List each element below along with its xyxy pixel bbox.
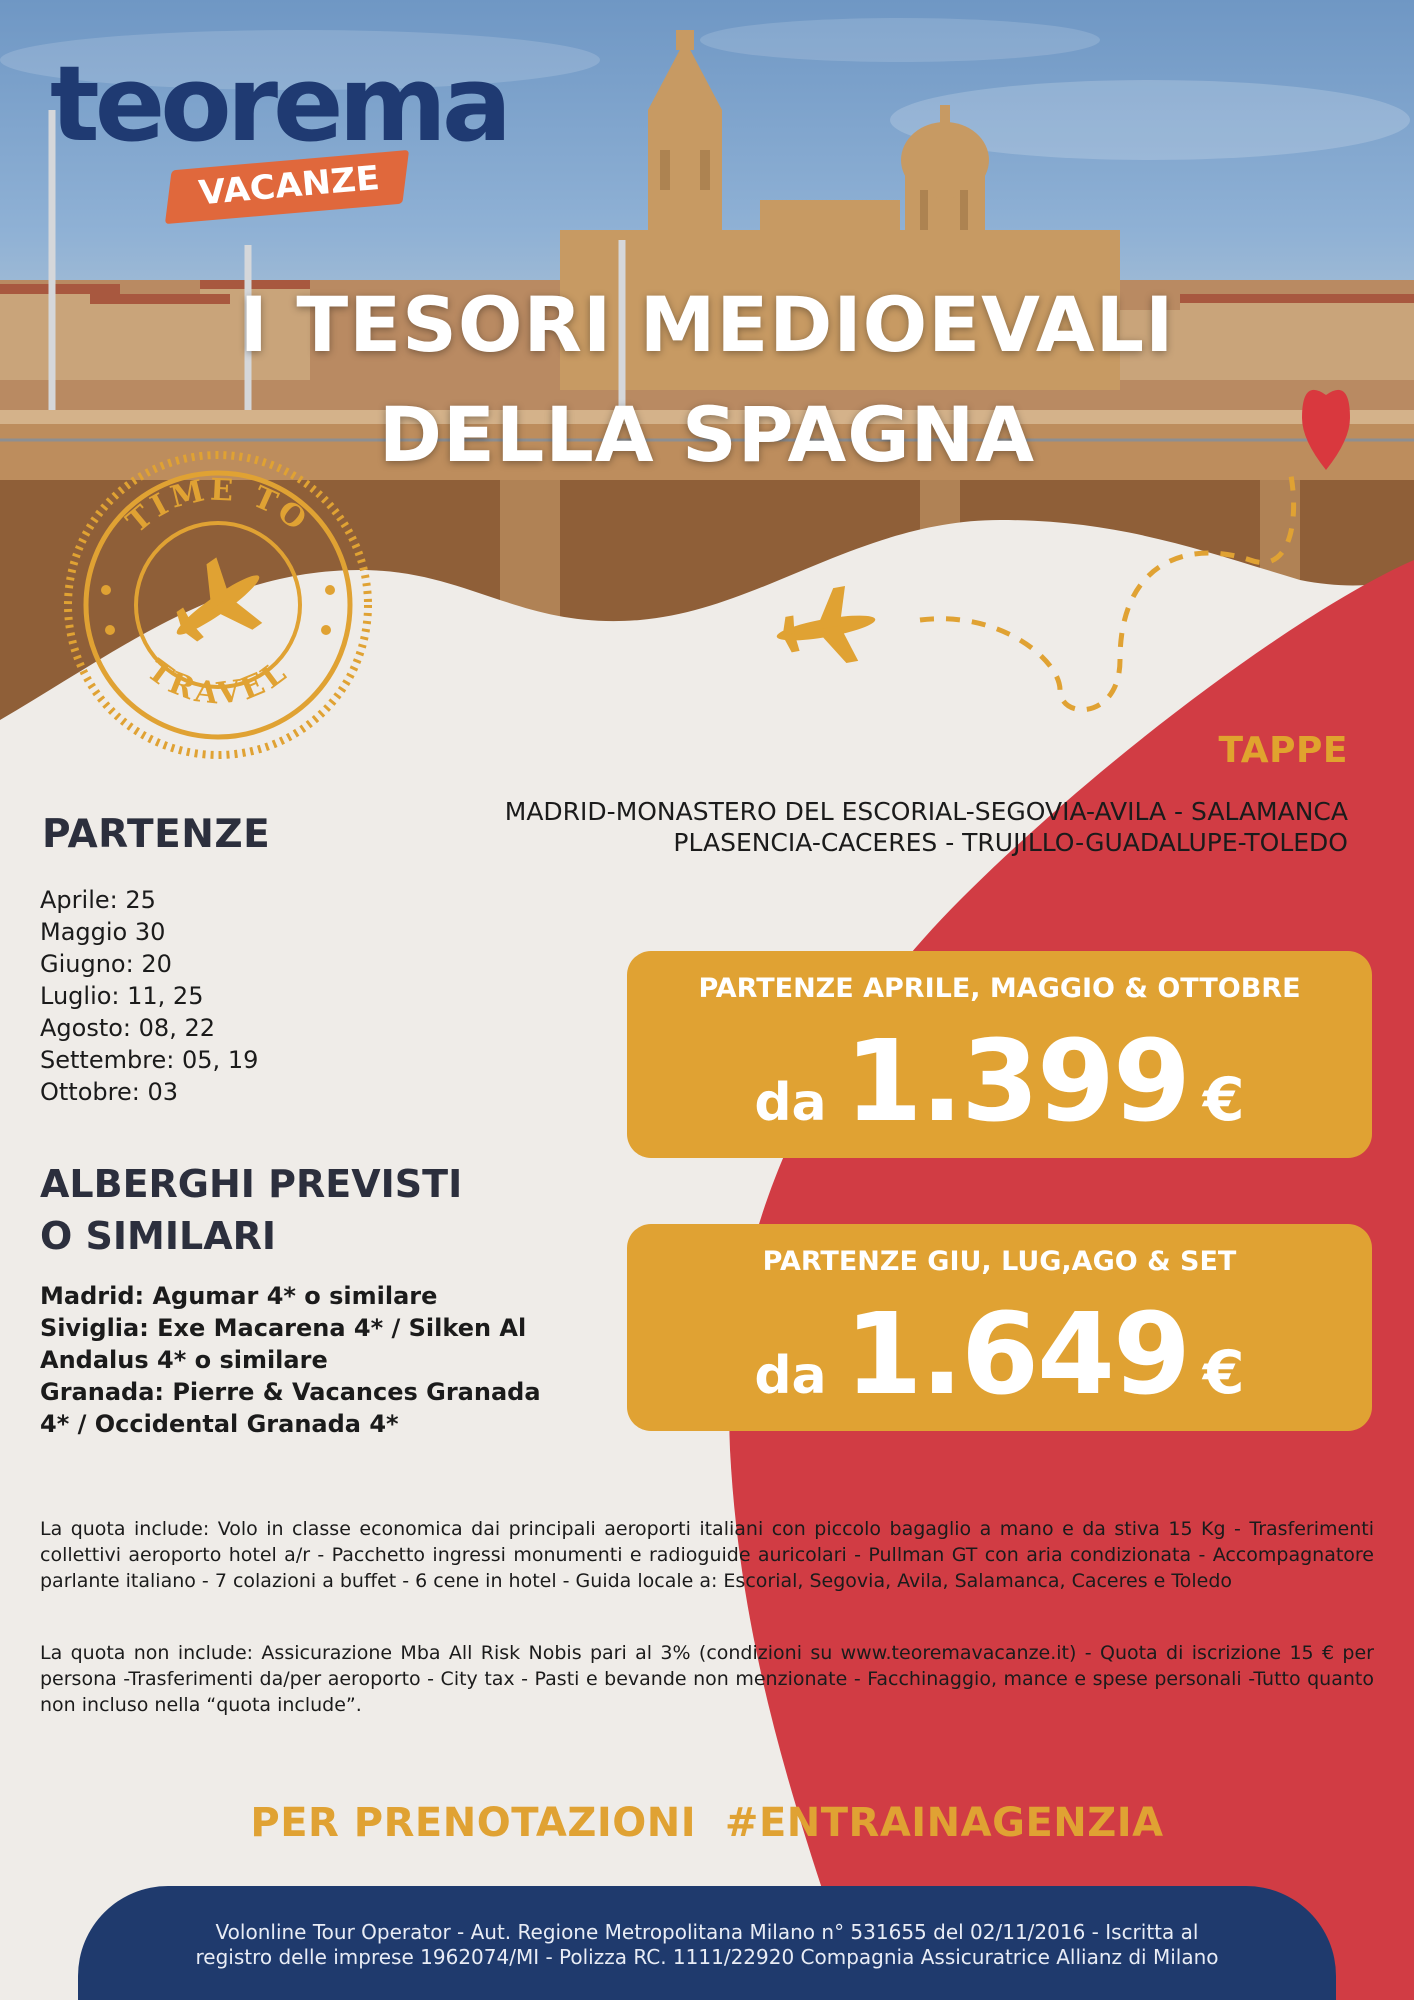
svg-text:TRAVEL xyxy=(140,653,295,712)
price-prefix: da xyxy=(754,1346,827,1406)
price-amount: 1.649 xyxy=(844,1290,1189,1420)
departure-date: Settembre: 05, 19 xyxy=(40,1046,259,1074)
price-row xyxy=(627,1017,1372,1147)
brand-logo[interactable] xyxy=(42,43,508,232)
logo-badge-text: VACANZE xyxy=(197,158,382,214)
price-card-title: PARTENZE APRILE, MAGGIO & OTTOBRE xyxy=(698,973,1301,1004)
departure-date: Maggio 30 xyxy=(40,918,166,946)
departure-dates-list xyxy=(40,884,258,1108)
quota-non-include-text: La quota non include: Assicurazione Mba All Risk Nobis pari al 3% (condizioni su www.teoremavacanze.it) - Quota di iscrizione 15 € per persona -Trasferimenti da/per aeroporto - City tax - Pasti e bevande non menzionate - Facchinaggio, mance e spese personali -Tutto quanto non incluso nella “quota include”. xyxy=(40,1642,1374,1716)
footer-line-1: Volonline Tour Operator - Aut. Regione Metropolitana Milano n° 531655 del 02/11/2016 - Iscritta al xyxy=(215,1920,1199,1944)
departure-date: Ottobre: 03 xyxy=(40,1078,178,1106)
hotels-heading xyxy=(40,1158,462,1262)
tappe-itinerary xyxy=(348,796,1348,858)
footer-text xyxy=(78,1920,1336,1970)
departure-date: Agosto: 08, 22 xyxy=(40,1014,215,1042)
price-prefix: da xyxy=(754,1073,827,1133)
title-line-2: DELLA SPAGNA xyxy=(378,390,1036,479)
departure-date: Luglio: 11, 25 xyxy=(40,982,204,1010)
price-card-summer[interactable] xyxy=(627,1224,1372,1431)
svg-text:TIME TO xyxy=(120,473,316,541)
departure-date: Aprile: 25 xyxy=(40,886,156,914)
price-amount: 1.399 xyxy=(844,1017,1189,1147)
hotel-line: Granada: Pierre & Vacances Granada xyxy=(40,1378,541,1406)
tappe-line-2: PLASENCIA-CACERES - TRUJILLO-GUADALUPE-TOLEDO xyxy=(673,828,1348,857)
hotel-line: Andalus 4* o similare xyxy=(40,1346,328,1374)
hotels-list xyxy=(40,1280,600,1440)
time-to-travel-stamp xyxy=(48,440,388,770)
hotels-heading-line-2: O SIMILARI xyxy=(40,1214,277,1258)
tappe-line-1: MADRID-MONASTERO DEL ESCORIAL-SEGOVIA-AVILA - SALAMANCA xyxy=(504,797,1348,826)
hotel-line: Madrid: Agumar 4* o similare xyxy=(40,1282,438,1310)
price-row xyxy=(627,1290,1372,1420)
tappe-heading: TAPPE xyxy=(1218,730,1348,771)
hotel-line: 4* / Occidental Granada 4* xyxy=(40,1410,399,1438)
partenze-heading: PARTENZE xyxy=(42,812,271,857)
footer-line-2: registro delle imprese 1962074/MI - Polizza RC. 1111/22920 Compagnia Assicuratrice Allianz di Milano xyxy=(195,1945,1219,1969)
hotel-line: Siviglia: Exe Macarena 4* / Silken Al xyxy=(40,1314,527,1342)
price-card-title: PARTENZE GIU, LUG,AGO & SET xyxy=(762,1246,1237,1277)
price-card-spring-autumn[interactable] xyxy=(627,951,1372,1158)
booking-cta[interactable]: PER PRENOTAZIONI #ENTRAINAGENZIA xyxy=(250,1800,1164,1846)
logo-wordmark: teorema xyxy=(50,43,508,165)
departure-date: Giugno: 20 xyxy=(40,950,172,978)
quota-include-text: La quota include: Volo in classe economica dai principali aeroporti italiani con piccolo bagaglio a mano e da stiva 15 Kg - Trasferimenti collettivi aeroporto hotel a/r - Pacchetto ingressi monumenti e radioguide auricolari - Pullman GT con aria condizionata - Accompagnatore parlante italiano - 7 colazioni a buffet - 6 cene in hotel - Guida locale a: Escorial, Segovia, Avila, Salamanca, Caceres e Toledo xyxy=(40,1518,1374,1592)
stamp-top-text: TIME TO xyxy=(120,472,316,541)
price-currency: € xyxy=(1202,1338,1245,1408)
title-line-1: I TESORI MEDIOEVALI xyxy=(239,280,1175,369)
legal-footer xyxy=(78,1886,1336,2000)
price-currency: € xyxy=(1202,1065,1245,1135)
stamp-bottom-text: TRAVEL xyxy=(140,652,296,712)
stamp-airplane-icon xyxy=(154,544,282,667)
hotels-heading-line-1: ALBERGHI PREVISTI xyxy=(40,1162,463,1206)
